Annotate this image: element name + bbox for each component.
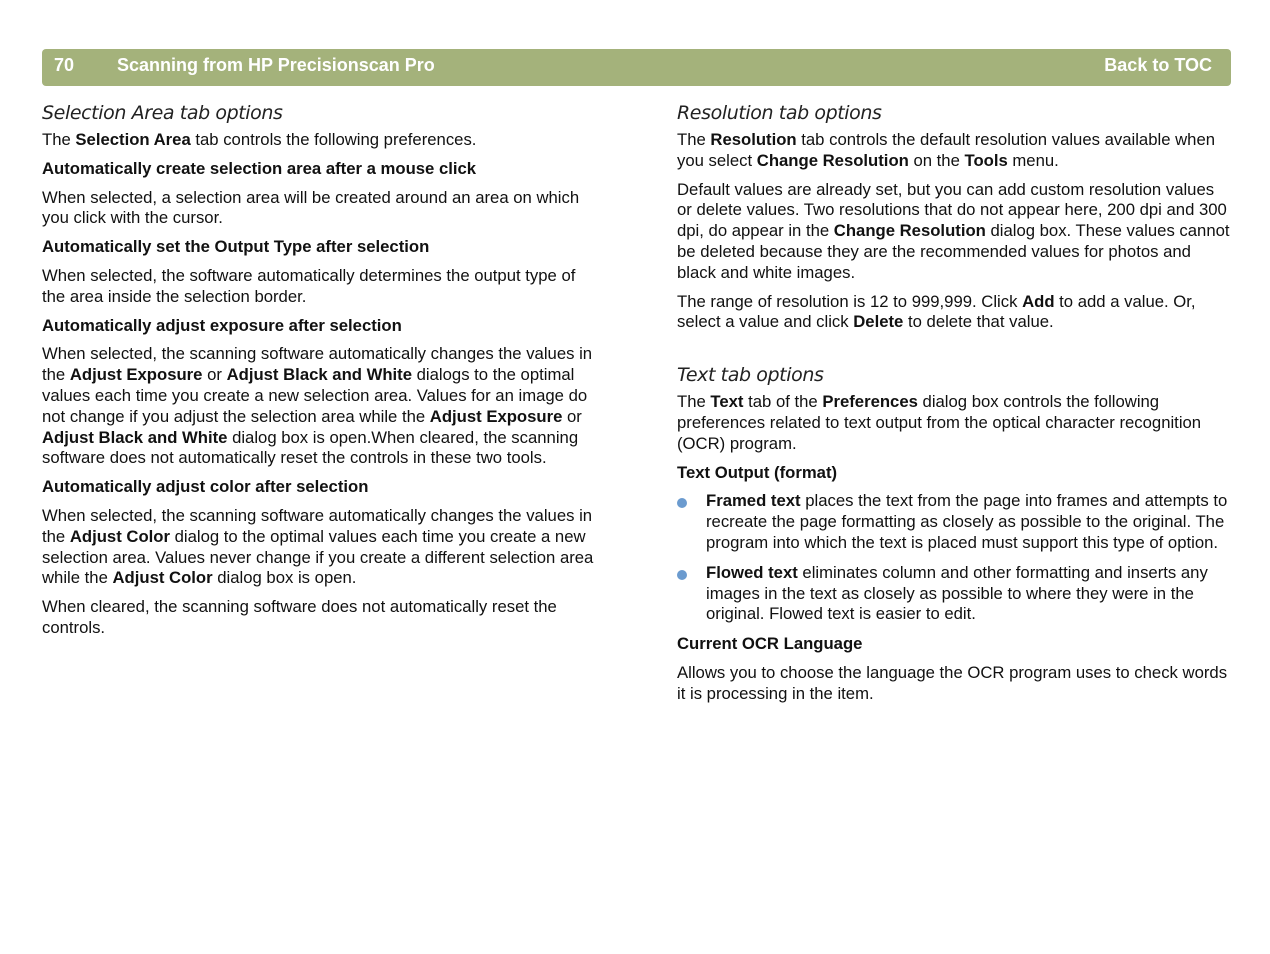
bullet-dot-icon <box>677 570 687 580</box>
left-column <box>42 102 602 647</box>
resolution-defaults: Default values are already set, but you can add custom resolution values or delete values. Two resolutions that do not appear here, 200 dpi and 300 dpi, do appear in the Change Resolution dialog box. These values cannot be deleted because they are the recommended values for photos and black and white images. <box>677 179 1230 282</box>
back-to-toc-link[interactable]: Back to TOC <box>1104 55 1212 75</box>
list-item-flowed-text: Flowed text eliminates column and other formatting and inserts any images in the text as closely as possible to where they were in the original. Flowed text is easier to edit. <box>677 563 1232 625</box>
right-column <box>677 102 1232 713</box>
heading-auto-color: Automatically adjust color after selection <box>42 477 369 497</box>
section-title-text-tab: Text tab options <box>677 364 824 387</box>
heading-auto-output: Automatically set the Output Type after selection <box>42 237 430 257</box>
body-auto-create: When selected, a selection area will be created around an area on which you click with the cursor. <box>42 187 580 228</box>
section-spacer <box>677 341 1232 364</box>
header-bar <box>42 49 1231 86</box>
resolution-intro: The Resolution tab controls the default resolution values available when you select Change Resolution on the Tools menu. <box>677 130 1216 170</box>
selection-intro: The Selection Area tab controls the following preferences. <box>42 130 477 149</box>
body-auto-color: When selected, the scanning software automatically changes the values in the Adjust Color dialog to the optimal values each time you create a new selection area. Values never change if you create a different selection area while the Adjust Color dialog box is open. <box>42 505 594 588</box>
resolution-range: The range of resolution is 12 to 999,999. Click Add to add a value. Or, select a value and click Delete to delete that value. <box>677 291 1196 332</box>
text-tab-intro: The Text tab of the Preferences dialog box controls the following preferences related to text output from the optical character recognition (OCR) program. <box>677 392 1202 453</box>
body-auto-color-cleared: When cleared, the scanning software does not automatically reset the controls. <box>42 597 557 637</box>
bullet-dot-icon <box>677 498 687 508</box>
body-ocr-language: Allows you to choose the language the OCR program uses to check words it is processing in the item. <box>677 662 1228 703</box>
text-output-list <box>677 491 1232 625</box>
heading-text-output: Text Output (format) <box>677 462 838 482</box>
page-number: 70 <box>54 55 75 75</box>
section-title-resolution: Resolution tab options <box>677 102 882 124</box>
chapter-title: Scanning from HP Precisionscan Pro <box>117 55 435 75</box>
heading-ocr-language: Current OCR Language <box>677 634 863 654</box>
section-title-selection-area: Selection Area tab options <box>42 102 283 124</box>
body-auto-exposure: When selected, the scanning software automatically changes the values in the Adjust Exposure or Adjust Black and White dialogs to the optimal values each time you create a new selection area. Values for an image do not change if you adjust the selection area while the Adjust Exposure or Adjust Black and White dialog box is open.When cleared, the scanning software does not automatically reset the controls in these two tools. <box>42 344 593 468</box>
heading-auto-exposure: Automatically adjust exposure after selection <box>42 315 402 335</box>
body-auto-output: When selected, the software automatically determines the output type of the area inside the selection border. <box>42 265 576 306</box>
list-item-framed-text: Framed text places the text from the page into frames and attempts to recreate the page formatting as closely as possible to the original. The program into which the text is placed must support this type of option. <box>677 491 1232 553</box>
heading-auto-create: Automatically create selection area after a mouse click <box>42 158 477 178</box>
